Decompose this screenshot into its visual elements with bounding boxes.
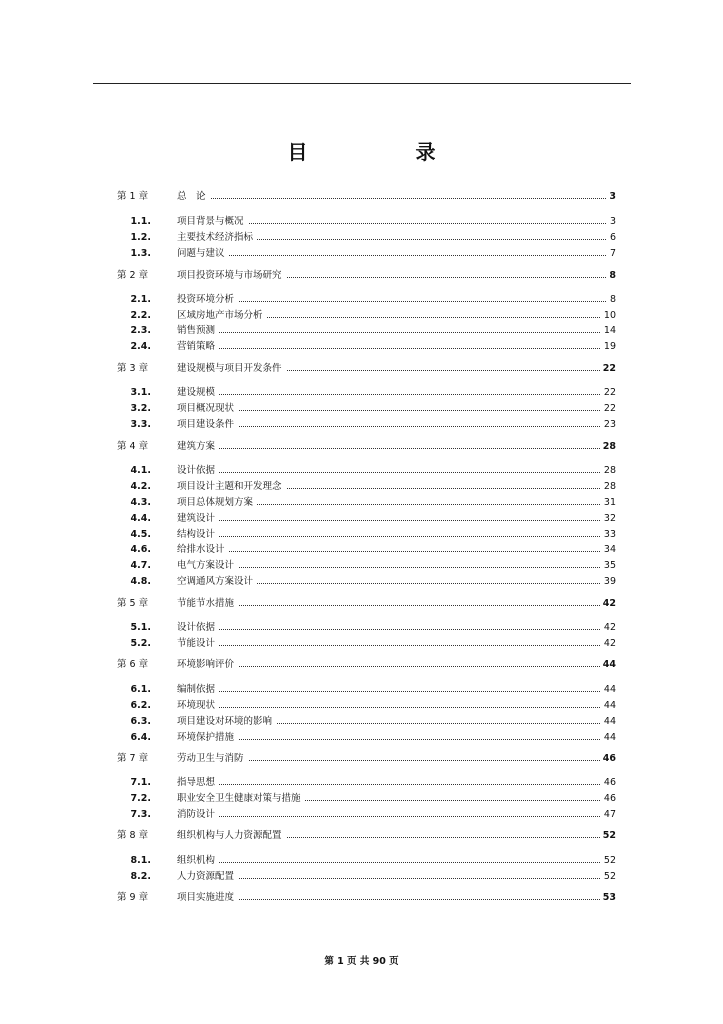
- toc-number: 第 3 章: [117, 363, 149, 374]
- toc-number: 第 4 章: [117, 441, 149, 452]
- toc-page-number: 3: [606, 189, 616, 204]
- toc-label: 建设规模与项目开发条件: [177, 361, 286, 376]
- toc-section-row[interactable]: [0, 401, 723, 416]
- toc-section-row[interactable]: [0, 698, 723, 713]
- toc-section-row[interactable]: [0, 495, 723, 510]
- toc-page-number: 34: [601, 542, 616, 557]
- toc-section-row[interactable]: [0, 853, 723, 868]
- toc-number: 6.4.: [130, 732, 151, 743]
- toc-leader-dots: [177, 472, 616, 473]
- toc-leader-dots: [177, 816, 616, 817]
- toc-label: 组织机构与人力资源配置: [177, 828, 286, 843]
- toc-number: 8.1.: [130, 855, 151, 866]
- toc-label: 结构设计: [177, 527, 219, 542]
- toc-leader-dots: [177, 426, 616, 427]
- toc-page-number: 53: [600, 890, 616, 905]
- toc-label: 建筑方案: [177, 439, 219, 454]
- toc-leader-dots: [177, 394, 616, 395]
- toc-page-number: 42: [601, 636, 616, 651]
- toc-page-number: 28: [601, 463, 616, 478]
- toc-number: 8.2.: [130, 871, 151, 882]
- toc-page-number: 46: [601, 775, 616, 790]
- toc-chapter-row[interactable]: [0, 189, 723, 204]
- toc-label: 问题与建议: [177, 246, 229, 261]
- toc-section-row[interactable]: [0, 636, 723, 651]
- toc-chapter-row[interactable]: [0, 268, 723, 283]
- toc-page-number: 28: [601, 479, 616, 494]
- toc-label: 设计依据: [177, 463, 219, 478]
- toc-page-number: 44: [601, 714, 616, 729]
- toc-label: 环境现状: [177, 698, 219, 713]
- toc-section-row[interactable]: [0, 308, 723, 323]
- toc-label: 项目实施进度: [177, 890, 238, 905]
- toc-leader-dots: [177, 536, 616, 537]
- toc-leader-dots: [177, 739, 616, 740]
- toc-label: 营销策略: [177, 339, 219, 354]
- toc-page-number: 52: [601, 869, 616, 884]
- toc-number: 第 9 章: [117, 892, 149, 903]
- toc-number: 4.7.: [130, 560, 151, 571]
- toc-page-number: 47: [601, 807, 616, 822]
- toc-label: 给排水设计: [177, 542, 229, 557]
- toc-page-number: 35: [601, 558, 616, 573]
- toc-label: 项目概况现状: [177, 401, 238, 416]
- toc-page-number: 44: [601, 698, 616, 713]
- toc-label: 节能节水措施: [177, 596, 238, 611]
- toc-label: 劳动卫生与消防: [177, 751, 248, 766]
- toc-number: 4.8.: [130, 576, 151, 587]
- toc-chapter-row[interactable]: [0, 596, 723, 611]
- toc-number: 2.2.: [130, 310, 151, 321]
- toc-page-number: 6: [607, 230, 616, 245]
- toc-number: 6.2.: [130, 700, 151, 711]
- toc-page-number: 31: [601, 495, 616, 510]
- toc-section-row[interactable]: [0, 479, 723, 494]
- toc-page-number: 10: [601, 308, 616, 323]
- toc-section-row[interactable]: [0, 574, 723, 589]
- toc-label: 项目建设条件: [177, 417, 238, 432]
- toc-section-row[interactable]: [0, 730, 723, 745]
- toc-number: 4.3.: [130, 497, 151, 508]
- toc-label: 项目设计主题和开发理念: [177, 479, 286, 494]
- toc-number: 1.3.: [130, 248, 151, 259]
- toc-section-row[interactable]: [0, 869, 723, 884]
- toc-label: 建筑设计: [177, 511, 219, 526]
- toc-leader-dots: [177, 198, 616, 199]
- toc-section-row[interactable]: [0, 620, 723, 635]
- toc-leader-dots: [177, 332, 616, 333]
- toc-page-number: 52: [601, 853, 616, 868]
- toc-label: 消防设计: [177, 807, 219, 822]
- toc-label: 项目背景与概况: [177, 214, 248, 229]
- toc-label: 指导思想: [177, 775, 219, 790]
- toc-label: 节能设计: [177, 636, 219, 651]
- toc-section-row[interactable]: [0, 558, 723, 573]
- toc-page-number: 46: [601, 791, 616, 806]
- toc-label: 空调通风方案设计: [177, 574, 257, 589]
- toc-label: 组织机构: [177, 853, 219, 868]
- toc-number: 6.3.: [130, 716, 151, 727]
- toc-number: 4.2.: [130, 481, 151, 492]
- toc-label: 项目总体规划方案: [177, 495, 257, 510]
- toc-number: 4.4.: [130, 513, 151, 524]
- toc-section-row[interactable]: [0, 714, 723, 729]
- toc-page-number: 39: [601, 574, 616, 589]
- toc-page-number: 46: [600, 751, 616, 766]
- toc-number: 第 1 章: [117, 191, 149, 202]
- toc-leader-dots: [177, 520, 616, 521]
- toc-section-row[interactable]: [0, 246, 723, 261]
- toc-label: 项目建设对环境的影响: [177, 714, 276, 729]
- toc-number: 7.1.: [130, 777, 151, 788]
- toc-page-number: 7: [607, 246, 616, 261]
- toc-label: 人力资源配置: [177, 869, 238, 884]
- toc-number: 7.2.: [130, 793, 151, 804]
- toc-page-number: 28: [600, 439, 616, 454]
- toc-label: 编制依据: [177, 682, 219, 697]
- toc-page-number: 19: [601, 339, 616, 354]
- toc-number: 3.3.: [130, 419, 151, 430]
- toc-section-row[interactable]: [0, 511, 723, 526]
- toc-label: 环境保护措施: [177, 730, 238, 745]
- toc-chapter-row[interactable]: [0, 439, 723, 454]
- toc-number: 2.3.: [130, 325, 151, 336]
- toc-number: 1.1.: [130, 216, 151, 227]
- toc-section-row[interactable]: [0, 292, 723, 307]
- toc-leader-dots: [177, 551, 616, 552]
- toc-label: 电气方案设计: [177, 558, 238, 573]
- toc-page-number: 52: [600, 828, 616, 843]
- toc-leader-dots: [177, 878, 616, 879]
- toc-chapter-row[interactable]: [0, 828, 723, 843]
- toc-leader-dots: [177, 666, 616, 667]
- toc-number: 5.1.: [130, 622, 151, 633]
- toc-number: 4.6.: [130, 544, 151, 555]
- toc-number: 4.1.: [130, 465, 151, 476]
- toc-page-number: 44: [600, 657, 616, 672]
- toc-page-number: 8: [607, 292, 616, 307]
- toc-number: 第 6 章: [117, 659, 149, 670]
- toc-leader-dots: [177, 567, 616, 568]
- toc-section-row[interactable]: [0, 417, 723, 432]
- toc-number: 7.3.: [130, 809, 151, 820]
- toc-section-row[interactable]: [0, 682, 723, 697]
- toc-leader-dots: [177, 707, 616, 708]
- toc-page-number: 44: [601, 730, 616, 745]
- toc-section-row[interactable]: [0, 339, 723, 354]
- toc-number: 3.1.: [130, 387, 151, 398]
- toc-chapter-row[interactable]: [0, 890, 723, 905]
- toc-leader-dots: [177, 255, 616, 256]
- toc-section-row[interactable]: [0, 527, 723, 542]
- toc-leader-dots: [177, 691, 616, 692]
- toc-page-number: 14: [601, 323, 616, 338]
- toc-leader-dots: [177, 348, 616, 349]
- toc-section-row[interactable]: [0, 230, 723, 245]
- toc-number: 2.1.: [130, 294, 151, 305]
- toc-number: 第 2 章: [117, 270, 149, 281]
- toc-section-row[interactable]: [0, 385, 723, 400]
- toc-section-row[interactable]: [0, 463, 723, 478]
- toc-label: 环境影响评价: [177, 657, 238, 672]
- toc-section-row[interactable]: [0, 791, 723, 806]
- toc-chapter-row[interactable]: [0, 657, 723, 672]
- toc-section-row[interactable]: [0, 807, 723, 822]
- page-footer: 第 1 页 共 90 页: [324, 956, 399, 967]
- toc-label: 销售预测: [177, 323, 219, 338]
- toc-page-number: 33: [601, 527, 616, 542]
- toc-number: 第 5 章: [117, 598, 149, 609]
- toc-chapter-row[interactable]: [0, 361, 723, 376]
- toc-page-number: 44: [601, 682, 616, 697]
- toc-label: 总 论: [177, 189, 210, 204]
- toc-number: 2.4.: [130, 341, 151, 352]
- toc-leader-dots: [177, 629, 616, 630]
- toc-label: 职业安全卫生健康对策与措施: [177, 791, 305, 806]
- page-title: 目 录: [287, 140, 480, 164]
- toc-number: 4.5.: [130, 529, 151, 540]
- toc-page-number: 3: [607, 214, 616, 229]
- toc-page-number: 22: [601, 401, 616, 416]
- toc-leader-dots: [177, 862, 616, 863]
- toc-chapter-row[interactable]: [0, 751, 723, 766]
- toc-label: 区域房地产市场分析: [177, 308, 267, 323]
- toc-leader-dots: [177, 645, 616, 646]
- toc-number: 5.2.: [130, 638, 151, 649]
- toc-number: 6.1.: [130, 684, 151, 695]
- toc-label: 设计依据: [177, 620, 219, 635]
- toc-page-number: 22: [600, 361, 616, 376]
- toc-leader-dots: [177, 410, 616, 411]
- toc-label: 建设规模: [177, 385, 219, 400]
- toc-label: 投资环境分析: [177, 292, 238, 307]
- toc-leader-dots: [177, 301, 616, 302]
- toc-section-row[interactable]: [0, 214, 723, 229]
- toc-label: 主要技术经济指标: [177, 230, 257, 245]
- toc-number: 1.2.: [130, 232, 151, 243]
- toc-page-number: 8: [606, 268, 616, 283]
- toc-section-row[interactable]: [0, 775, 723, 790]
- toc-number: 第 7 章: [117, 753, 149, 764]
- toc-page-number: 42: [601, 620, 616, 635]
- toc-leader-dots: [177, 899, 616, 900]
- toc-page-number: 32: [601, 511, 616, 526]
- toc-leader-dots: [177, 784, 616, 785]
- toc-label: 项目投资环境与市场研究: [177, 268, 286, 283]
- toc-page-number: 23: [601, 417, 616, 432]
- toc-leader-dots: [177, 605, 616, 606]
- toc-number: 3.2.: [130, 403, 151, 414]
- toc-page-number: 42: [600, 596, 616, 611]
- toc-section-row[interactable]: [0, 323, 723, 338]
- toc-section-row[interactable]: [0, 542, 723, 557]
- toc-page-number: 22: [601, 385, 616, 400]
- toc-leader-dots: [177, 448, 616, 449]
- toc-number: 第 8 章: [117, 830, 149, 841]
